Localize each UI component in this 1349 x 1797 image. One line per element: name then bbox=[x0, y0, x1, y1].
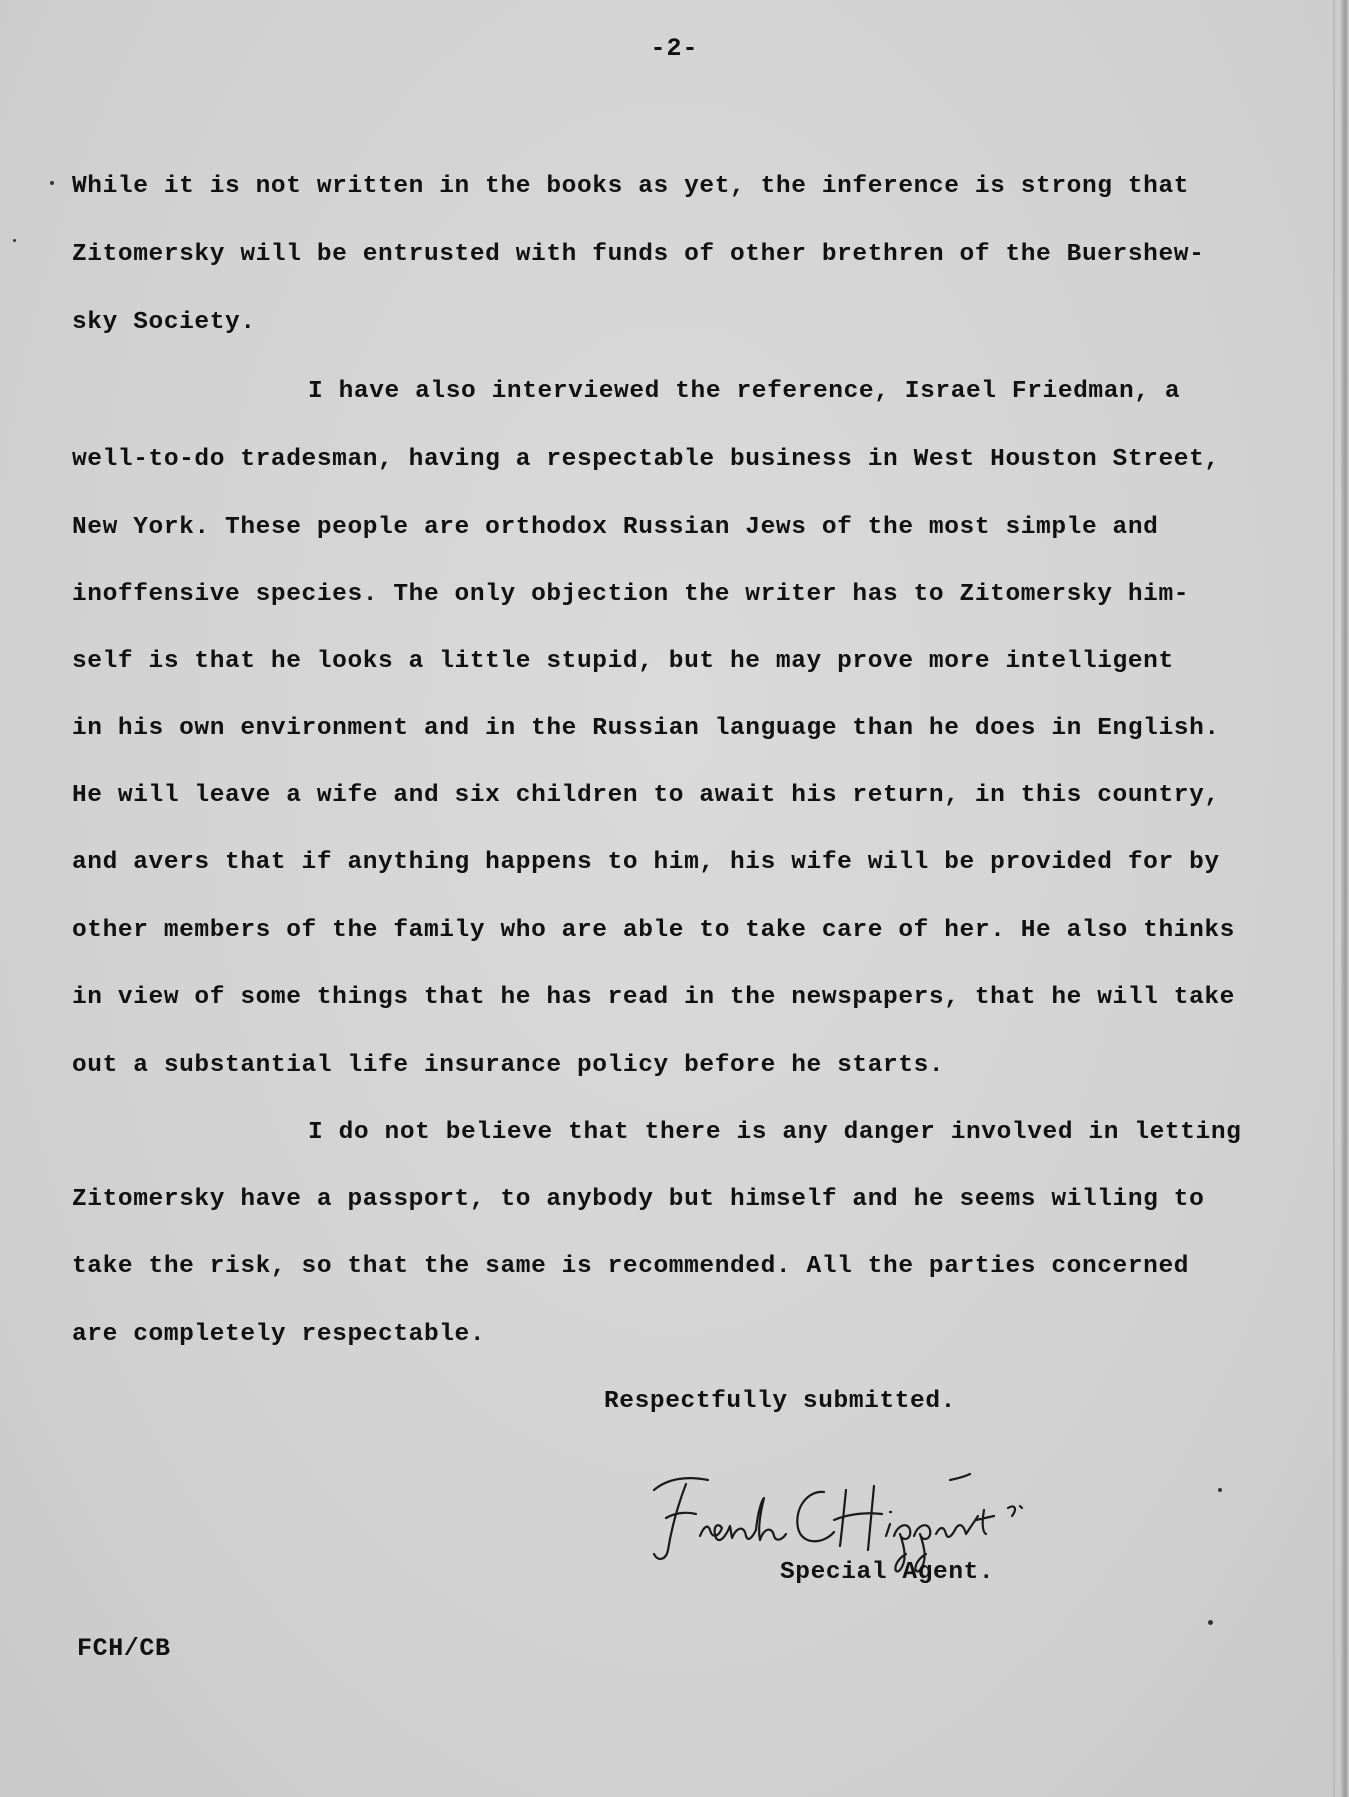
page-edge-line bbox=[1333, 0, 1335, 1797]
paper-speck bbox=[1218, 1488, 1222, 1492]
body-line: and avers that if anything happens to him, his wife will be provided for by bbox=[72, 849, 1220, 876]
body-line: other members of the family who are able to take care of her. He also thinks bbox=[72, 917, 1235, 944]
paper-speck bbox=[1208, 1620, 1213, 1625]
body-line: I do not believe that there is any danger involved in letting bbox=[308, 1119, 1242, 1146]
paper-speck bbox=[50, 181, 54, 185]
body-line: sky Society. bbox=[72, 309, 256, 336]
paper-speck bbox=[13, 239, 16, 242]
typist-initials: FCH/CB bbox=[77, 1634, 171, 1663]
body-line: I have also interviewed the reference, Israel Friedman, a bbox=[308, 378, 1181, 405]
body-line: inoffensive species. The only objection the writer has to Zitomersky him- bbox=[72, 581, 1190, 608]
signatory-title: Special Agent. bbox=[780, 1559, 995, 1586]
body-line: self is that he looks a little stupid, but he may prove more intelligent bbox=[72, 648, 1174, 675]
body-line: in his own environment and in the Russian language than he does in English. bbox=[72, 715, 1220, 742]
valediction: Respectfully submitted. bbox=[604, 1388, 956, 1415]
body-line: While it is not written in the books as yet, the inference is strong that bbox=[72, 173, 1190, 200]
body-line: are completely respectable. bbox=[72, 1321, 486, 1348]
body-line: well-to-do tradesman, having a respectable business in West Houston Street, bbox=[72, 446, 1220, 473]
body-line: in view of some things that he has read in the newspapers, that he will take bbox=[72, 984, 1235, 1011]
page-number: -2- bbox=[650, 34, 699, 63]
body-line: out a substantial life insurance policy before he starts. bbox=[72, 1052, 945, 1079]
body-line: Zitomersky will be entrusted with funds of other brethren of the Buershew- bbox=[72, 241, 1205, 268]
page-right-edge bbox=[1341, 0, 1349, 1797]
body-line: He will leave a wife and six children to await his return, in this country, bbox=[72, 782, 1220, 809]
body-line: Zitomersky have a passport, to anybody but himself and he seems willing to bbox=[72, 1186, 1205, 1213]
body-line: New York. These people are orthodox Russian Jews of the most simple and bbox=[72, 514, 1159, 541]
body-line: take the risk, so that the same is recommended. All the parties concerned bbox=[72, 1253, 1190, 1280]
